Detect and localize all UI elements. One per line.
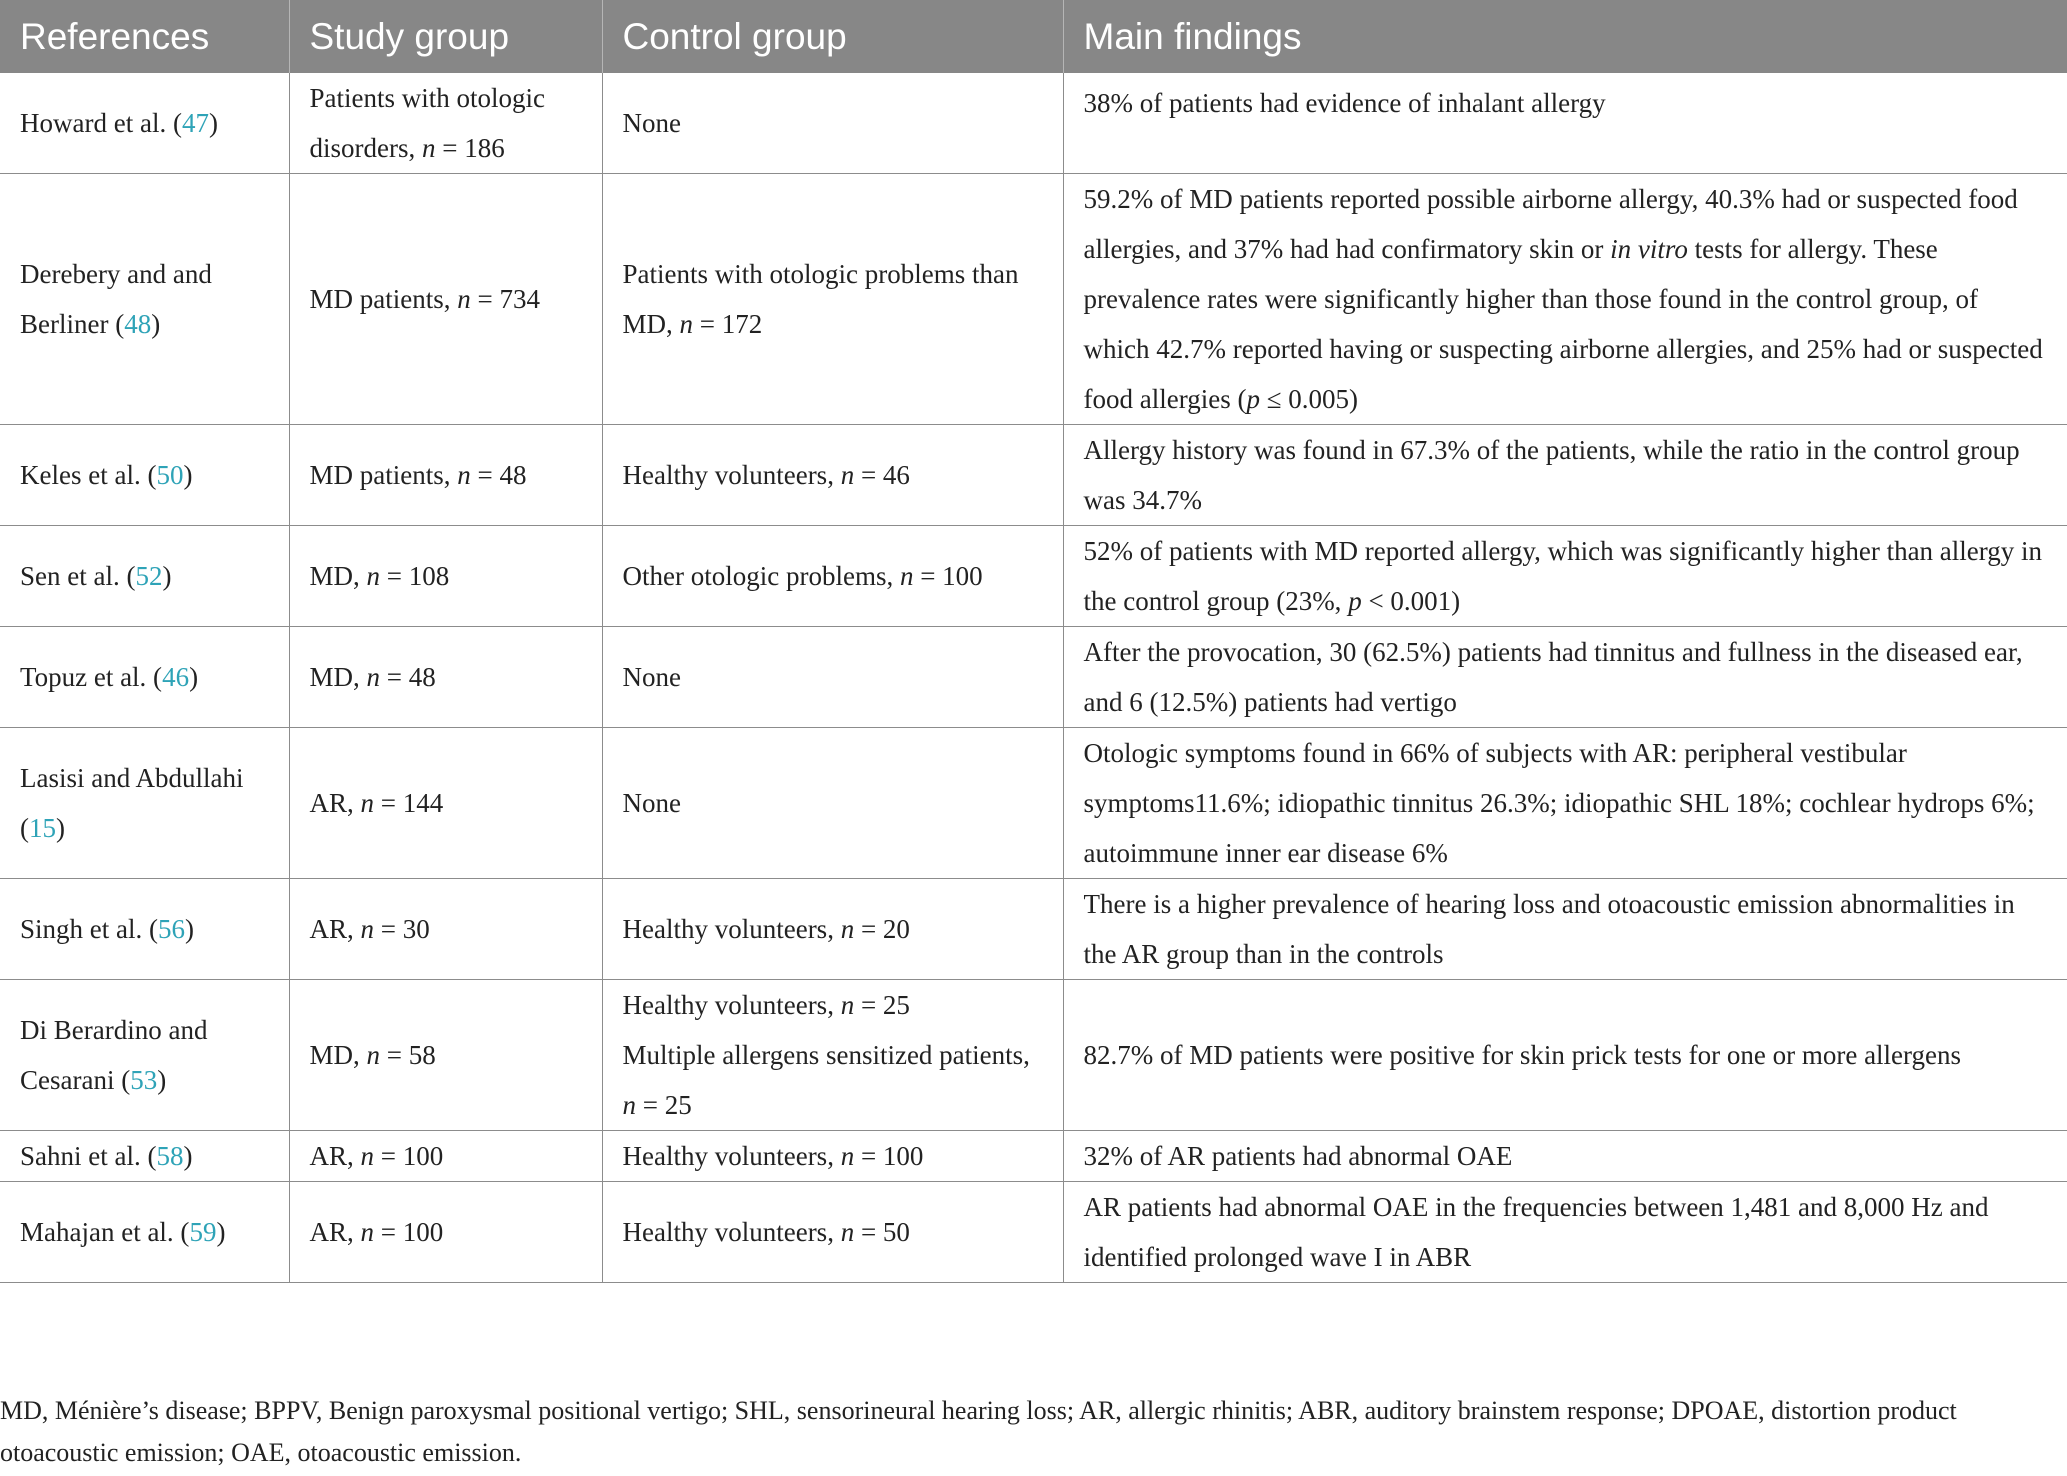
cell-reference: Sahni et al. (58) <box>0 1131 289 1182</box>
table-row <box>0 425 2067 526</box>
cell-study-group: AR, n = 30 <box>289 879 602 980</box>
reference-link[interactable]: 52 <box>135 561 163 591</box>
cell-main-findings: 82.7% of MD patients were positive for skin prick tests for one or more allergens <box>1063 980 2067 1131</box>
reference-link[interactable]: 47 <box>181 108 209 138</box>
reference-link[interactable]: 46 <box>162 662 190 692</box>
cell-control-group: Healthy volunteers, n = 50 <box>602 1182 1063 1283</box>
cell-reference: Howard et al. (47) <box>0 73 289 174</box>
reference-link[interactable]: 58 <box>156 1141 184 1171</box>
cell-study-group: MD patients, n = 734 <box>289 174 602 425</box>
reference-link[interactable]: 50 <box>156 460 184 490</box>
cell-reference: Keles et al. (50) <box>0 425 289 526</box>
cell-main-findings: There is a higher prevalence of hearing loss and otoacoustic emission abnormalities in the AR group than in the controls <box>1063 879 2067 980</box>
cell-study-group: Patients with otologic disorders, n = 186 <box>289 73 602 174</box>
reference-link[interactable]: 56 <box>157 914 185 944</box>
cell-study-group: AR, n = 100 <box>289 1131 602 1182</box>
cell-main-findings: Allergy history was found in 67.3% of the patients, while the ratio in the control group was 34.7% <box>1063 425 2067 526</box>
cell-main-findings: 38% of patients had evidence of inhalant allergy <box>1063 73 2067 174</box>
reference-link[interactable]: 53 <box>130 1065 158 1095</box>
cell-reference: Sen et al. (52) <box>0 526 289 627</box>
cell-study-group: MD, n = 48 <box>289 627 602 728</box>
cell-reference: Mahajan et al. (59) <box>0 1182 289 1283</box>
cell-control-group: Healthy volunteers, n = 100 <box>602 1131 1063 1182</box>
cell-control-group: Healthy volunteers, n = 20 <box>602 879 1063 980</box>
cell-control-group: Patients with otologic problems than MD, n = 172 <box>602 174 1063 425</box>
table-row <box>0 879 2067 980</box>
cell-control-group: None <box>602 627 1063 728</box>
header-references: References <box>0 0 289 73</box>
table-header-row <box>0 0 2067 73</box>
table-row <box>0 980 2067 1131</box>
cell-reference: Di Berardino and Cesarani (53) <box>0 980 289 1131</box>
reference-link[interactable]: 48 <box>124 309 152 339</box>
table-row <box>0 174 2067 425</box>
cell-main-findings: 59.2% of MD patients reported possible airborne allergy, 40.3% had or suspected food allergies, and 37% had had confirmatory skin or in vitro tests for allergy. These prevalence rates were significantly higher than those found in the control group, of which 42.7% reported having or suspecting airborne allergies, and 25% had or suspected food allergies (p ≤ 0.005) <box>1063 174 2067 425</box>
cell-study-group: AR, n = 100 <box>289 1182 602 1283</box>
table-footnote: MD, Ménière’s disease; BPPV, Benign paroxysmal positional vertigo; SHL, sensorineural hearing loss; AR, allergic rhinitis; ABR, auditory brainstem response; DPOAE, distortion product otoacoustic emission; OAE, otoacoustic emission. <box>0 1396 1957 1467</box>
cell-main-findings: 32% of AR patients had abnormal OAE <box>1063 1131 2067 1182</box>
cell-control-group: Healthy volunteers, n = 25 Multiple allergens sensitized patients, n = 25 <box>602 980 1063 1131</box>
header-main-findings: Main findings <box>1063 0 2067 73</box>
reference-link[interactable]: 15 <box>29 813 56 843</box>
cell-control-group: None <box>602 728 1063 879</box>
cell-main-findings: After the provocation, 30 (62.5%) patients had tinnitus and fullness in the diseased ear, and 6 (12.5%) patients had vertigo <box>1063 627 2067 728</box>
cell-main-findings: 52% of patients with MD reported allergy, which was significantly higher than allergy in the control group (23%, p < 0.001) <box>1063 526 2067 627</box>
cell-control-group: Healthy volunteers, n = 46 <box>602 425 1063 526</box>
cell-control-group: None <box>602 73 1063 174</box>
cell-reference: Topuz et al. (46) <box>0 627 289 728</box>
table-row <box>0 1131 2067 1182</box>
header-study-group: Study group <box>289 0 602 73</box>
table-row <box>0 627 2067 728</box>
cell-main-findings: AR patients had abnormal OAE in the frequencies between 1,481 and 8,000 Hz and identified prolonged wave I in ABR <box>1063 1182 2067 1283</box>
cell-study-group: AR, n = 144 <box>289 728 602 879</box>
table-row <box>0 728 2067 879</box>
cell-control-group: Other otologic problems, n = 100 <box>602 526 1063 627</box>
cell-main-findings: Otologic symptoms found in 66% of subjects with AR: peripheral vestibular symptoms11.6%; idiopathic tinnitus 26.3%; idiopathic SHL 18%; cochlear hydrops 6%; autoimmune inner ear disease 6% <box>1063 728 2067 879</box>
cell-study-group: MD, n = 108 <box>289 526 602 627</box>
cell-reference: Lasisi and Abdullahi (15) <box>0 728 289 879</box>
cell-study-group: MD, n = 58 <box>289 980 602 1131</box>
reference-link[interactable]: 59 <box>189 1217 217 1247</box>
header-control-group: Control group <box>602 0 1063 73</box>
cell-study-group: MD patients, n = 48 <box>289 425 602 526</box>
table-row <box>0 526 2067 627</box>
table-row <box>0 73 2067 174</box>
table-row <box>0 1182 2067 1283</box>
cell-reference: Singh et al. (56) <box>0 879 289 980</box>
cell-reference: Derebery and and Berliner (48) <box>0 174 289 425</box>
